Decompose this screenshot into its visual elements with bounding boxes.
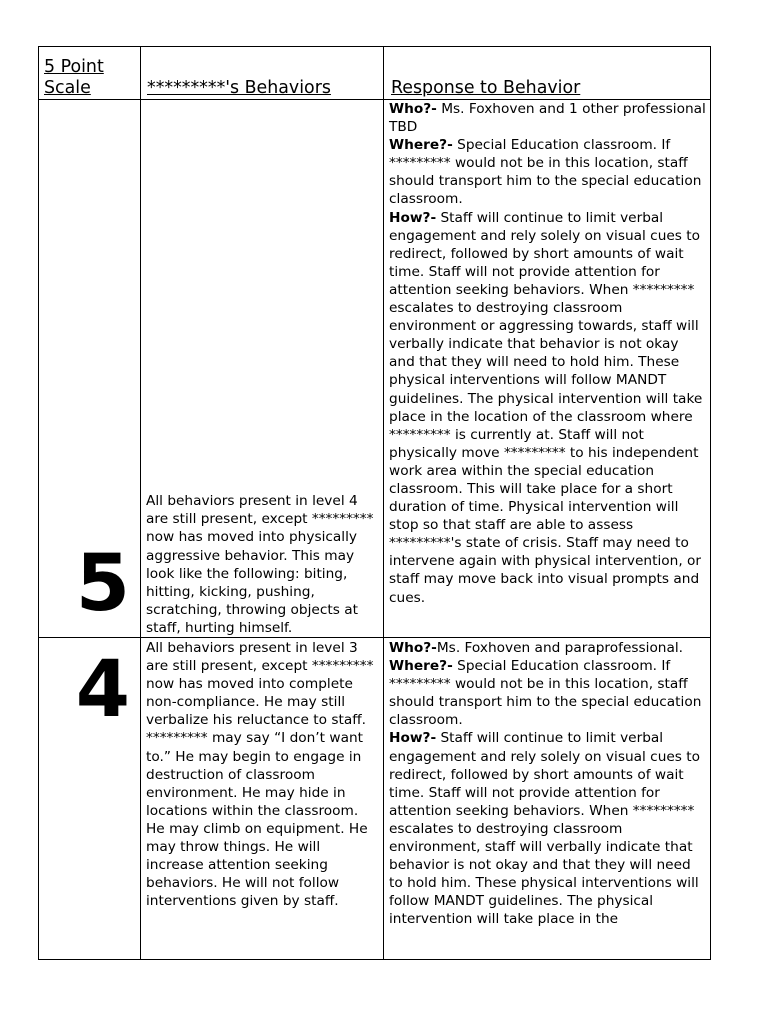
who-label: Who?-: [389, 640, 437, 656]
table-row: [39, 100, 711, 638]
response-cell: [384, 100, 711, 638]
response-cell: [384, 638, 711, 960]
response-how: [389, 209, 707, 607]
behaviors-cell: All behaviors present in level 3 are still present, except ********* now has moved into complete non-compliance. He may still verbalize his reluctance to staff. ********* may say “I don’t want to.” He may begin to engage in destruction of classroom environment. He may hide in locations within the classroom. He may climb on equipment. He may throw things. He will increase attention seeking behaviors. He will not follow interventions given by staff.: [141, 638, 384, 960]
level-number: 5: [75, 539, 130, 629]
header-scale: [39, 47, 141, 100]
who-label: Who?-: [389, 101, 437, 117]
header-response: [384, 47, 711, 100]
behavior-scale-table: [38, 46, 711, 960]
behaviors-cell: All behaviors present in level 4 are still present, except ********* now has moved into physically aggressive behavior. This may look like the following: biting, hitting, kicking, pushing, scratching, throwing objects at staff, hurting himself.: [141, 100, 384, 638]
where-text: Special Education classroom. If ********* would not be in this location, staff should transport him to the special education classroom.: [389, 658, 702, 729]
who-text: Ms. Foxhoven and 1 other professional TBD: [389, 101, 706, 136]
where-label: Where?-: [389, 658, 453, 675]
header-scale-line2: Scale: [44, 78, 91, 98]
header-row: [39, 47, 711, 100]
how-text: Staff will continue to limit verbal engagement and rely solely on visual cues to redirect, followed by short amounts of wait time. Staff will not provide attention for attention seeking behaviors. When ********* escalates to destroying classroom environment, staff will verbally indicate that behavior is not okay and that they will need to hold him. These physical interventions will follow MANDT guidelines. The physical intervention will take place in the: [389, 730, 701, 928]
where-label: Where?-: [389, 137, 453, 154]
response-how: [389, 729, 707, 928]
how-label: How?-: [389, 730, 437, 747]
header-scale-line1: 5 Point: [44, 57, 104, 77]
level-cell: [39, 100, 141, 638]
table-row: [39, 638, 711, 960]
level-number: 4: [75, 645, 130, 735]
response-where: [389, 657, 707, 729]
response-where: [389, 136, 707, 208]
header-response-text: Response to Behavior: [391, 78, 581, 98]
how-text: Staff will continue to limit verbal engagement and rely solely on visual cues to redirect, followed by short amounts of wait time. Staff will not provide attention for attention seeking behaviors. When ********* escalates to destroying classroom environment or aggressing towards, staff will verbally indicate that behavior is not okay and that they will need to hold him. These physical interventions will follow MANDT guidelines. The physical intervention will take place in the location of the classroom where ********* is currently at. Staff will not physically move ********* to his independent work area within the special education classroom. This will take place for a short duration of time. Physical intervention will stop so that staff are able to assess *********'s state of crisis. Staff may need to intervene again with physical intervention, or staff may move back into visual prompts and cues.: [389, 209, 703, 606]
where-text: Special Education classroom. If ********* would not be in this location, staff should transport him to the special education classroom.: [389, 137, 702, 208]
response-who: [389, 639, 707, 657]
header-behaviors-text: *********'s Behaviors: [147, 78, 331, 98]
response-who: [389, 100, 707, 136]
who-text: Ms. Foxhoven and paraprofessional.: [436, 640, 684, 656]
how-label: How?-: [389, 209, 437, 226]
header-behaviors: [141, 47, 384, 100]
level-cell: [39, 638, 141, 960]
